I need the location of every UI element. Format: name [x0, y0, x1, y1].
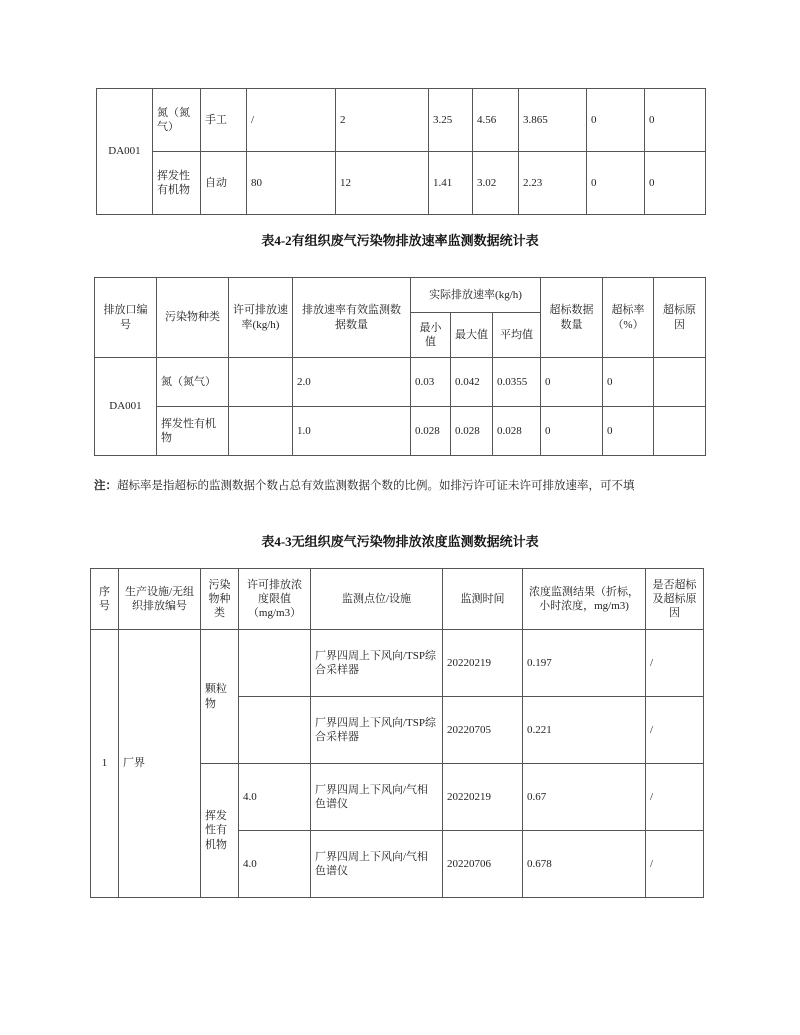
table2-exceed-reason: [654, 407, 706, 456]
th-seq: 序号: [91, 569, 119, 630]
table1-exceed-rate: 0: [645, 152, 706, 215]
table1-average: 2.23: [519, 152, 587, 215]
table3-monitor-time: 20220219: [443, 630, 523, 697]
th-outlet-no: 排放口编号: [95, 278, 157, 358]
table-unorganized-waste-gas-concentration: [90, 568, 704, 898]
table3-result: 0.197: [523, 630, 646, 697]
table3-permitted-limit: [239, 630, 311, 697]
table2-exceed-rate: 0: [603, 407, 654, 456]
caption-table-4-3: [0, 533, 800, 551]
table2-exceed-count: 0: [541, 407, 603, 456]
table1-permitted-limit: /: [247, 89, 336, 152]
table3-pollutant: 颗粒物: [201, 630, 239, 764]
table1-min: 3.25: [429, 89, 473, 152]
table3-exceed: /: [646, 630, 704, 697]
table-row: [97, 152, 706, 215]
table2-permitted-rate: [229, 358, 293, 407]
th-pollutant-type: 污染物种类: [157, 278, 229, 358]
caption-4-3-number: 表4-3: [261, 534, 292, 549]
table2-outlet-id: DA001: [95, 358, 157, 456]
table3-facility-no: 厂界: [119, 630, 201, 898]
table1-method: 自动: [201, 152, 247, 215]
table3-monitor-time: 20220706: [443, 831, 523, 898]
table3-monitor-point: 厂界四周上下风向/TSP综合采样器: [311, 630, 443, 697]
table-row: [95, 358, 706, 407]
caption-table-4-2: [0, 232, 800, 250]
table3-permitted-limit: [239, 697, 311, 764]
th-permitted-limit: 许可排放浓度限值（mg/m3）: [239, 569, 311, 630]
table2-max: 0.042: [451, 358, 493, 407]
table3-permitted-limit: 4.0: [239, 764, 311, 831]
table2-min: 0.028: [411, 407, 451, 456]
table2-exceed-count: 0: [541, 358, 603, 407]
table3-exceed: /: [646, 764, 704, 831]
table2-valid-data-count: 2.0: [293, 358, 411, 407]
table1-outlet-id: DA001: [97, 89, 153, 215]
table-organized-waste-gas-concentration-continuation: [96, 88, 706, 215]
table1-max: 4.56: [473, 89, 519, 152]
table1-min: 1.41: [429, 152, 473, 215]
table2-pollutant: 氮（氮气）: [157, 358, 229, 407]
table2-average: 0.028: [493, 407, 541, 456]
table1-pollutant: 氮（氮气）: [153, 89, 201, 152]
table-row: [91, 630, 704, 697]
table3-pollutant: 挥发性有机物: [201, 764, 239, 898]
th-valid-data-count: 排放速率有效监测数据数量: [293, 278, 411, 358]
table2-pollutant: 挥发性有机物: [157, 407, 229, 456]
table3-exceed: /: [646, 831, 704, 898]
th-max: 最大值: [451, 313, 493, 358]
th-exceed-rate: 超标率（%）: [603, 278, 654, 358]
table3-result: 0.221: [523, 697, 646, 764]
th-exceed-count: 超标数据数量: [541, 278, 603, 358]
table1-exceed-count: 0: [587, 152, 645, 215]
table3-monitor-time: 20220219: [443, 764, 523, 831]
table2-valid-data-count: 1.0: [293, 407, 411, 456]
table1-max: 3.02: [473, 152, 519, 215]
th-monitor-point: 监测点位/设施: [311, 569, 443, 630]
table1-pollutant: 挥发性有机物: [153, 152, 201, 215]
th-pollutant-type: 污染物种类: [201, 569, 239, 630]
table3-header-row: [91, 569, 704, 630]
table2-header-row-1: [95, 278, 706, 313]
table2-average: 0.0355: [493, 358, 541, 407]
th-result: 浓度监测结果（折标，小时浓度，mg/m3): [523, 569, 646, 630]
table3-result: 0.678: [523, 831, 646, 898]
table2-exceed-reason: [654, 358, 706, 407]
note-label: 注：: [94, 480, 117, 492]
table2-exceed-rate: 0: [603, 358, 654, 407]
th-average: 平均值: [493, 313, 541, 358]
caption-4-2-number: 表4-2: [261, 233, 292, 248]
table1-average: 3.865: [519, 89, 587, 152]
table2-max: 0.028: [451, 407, 493, 456]
th-permitted-rate: 许可排放速率(kg/h): [229, 278, 293, 358]
table2-permitted-rate: [229, 407, 293, 456]
table3-seq: 1: [91, 630, 119, 898]
table3-result: 0.67: [523, 764, 646, 831]
table-row: [97, 89, 706, 152]
table3-permitted-limit: 4.0: [239, 831, 311, 898]
th-monitor-time: 监测时间: [443, 569, 523, 630]
table2-min: 0.03: [411, 358, 451, 407]
table1-valid-data-count: 2: [336, 89, 429, 152]
table-row: [95, 407, 706, 456]
note-paragraph: [94, 478, 714, 496]
th-exceed: 是否超标及超标原因: [646, 569, 704, 630]
th-actual-rate-group: 实际排放速率(kg/h): [411, 278, 541, 313]
table3-monitor-point: 厂界四周上下风向/气相色谱仪: [311, 831, 443, 898]
table3-monitor-time: 20220705: [443, 697, 523, 764]
table3-exceed: /: [646, 697, 704, 764]
th-facility-no: 生产设施/无组织排放编号: [119, 569, 201, 630]
caption-4-2-title: 有组织废气污染物排放速率监测数据统计表: [291, 233, 539, 248]
table1-valid-data-count: 12: [336, 152, 429, 215]
table1-exceed-rate: 0: [645, 89, 706, 152]
caption-4-3-title: 无组织废气污染物排放浓度监测数据统计表: [291, 534, 539, 549]
table1-method: 手工: [201, 89, 247, 152]
table1-exceed-count: 0: [587, 89, 645, 152]
th-exceed-reason: 超标原因: [654, 278, 706, 358]
table1-permitted-limit: 80: [247, 152, 336, 215]
table3-monitor-point: 厂界四周上下风向/TSP综合采样器: [311, 697, 443, 764]
note-text: 超标率是指超标的监测数据个数占总有效监测数据个数的比例。如排污许可证未许可排放速率，可不填: [117, 480, 635, 492]
table-organized-waste-gas-emission-rate: [94, 277, 706, 456]
table3-monitor-point: 厂界四周上下风向/气相色谱仪: [311, 764, 443, 831]
th-min: 最小值: [411, 313, 451, 358]
